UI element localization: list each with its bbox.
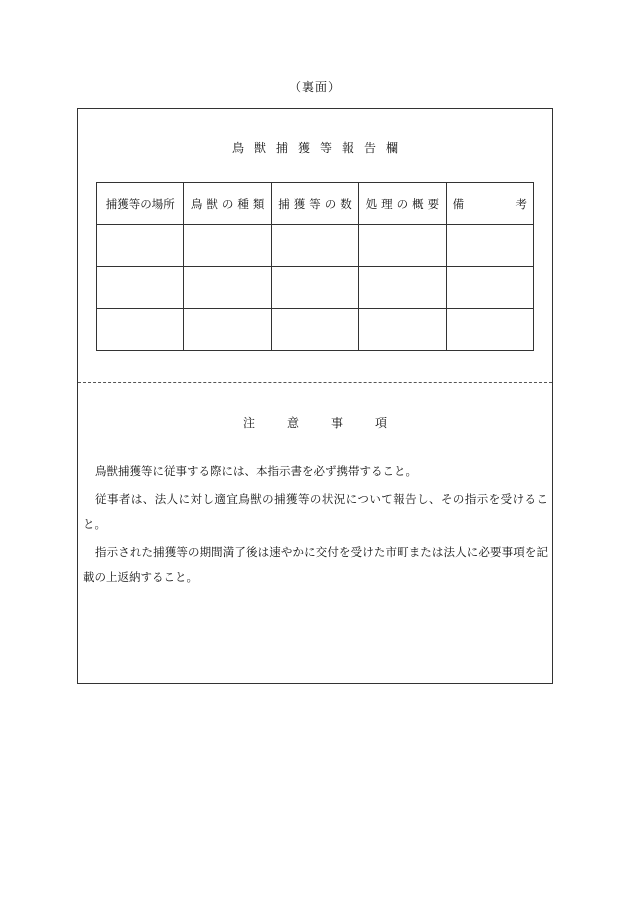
table-row: [97, 309, 534, 351]
table-cell[interactable]: [359, 309, 446, 351]
report-title: [78, 139, 552, 156]
table-cell[interactable]: [97, 225, 184, 267]
column-header-species: 鳥 獣 の 種 類: [184, 183, 271, 225]
table-cell[interactable]: [446, 309, 533, 351]
column-header-count: 捕 獲 等 の 数: [271, 183, 358, 225]
note-item: 指示された捕獲等の期間満了後は速やかに交付を受けた市町または法人に必要事項を記載の上返納すること。: [83, 545, 548, 584]
table-cell[interactable]: [271, 267, 358, 309]
report-table: [96, 182, 534, 351]
column-header-place: 捕獲等の場所: [97, 183, 184, 225]
table-cell[interactable]: [184, 225, 271, 267]
column-header-disposal: 処 理 の 概 要: [359, 183, 446, 225]
dashed-divider: [78, 382, 552, 383]
table-cell[interactable]: [97, 267, 184, 309]
notes-body: [83, 459, 548, 593]
report-title-char: 捕: [275, 141, 288, 155]
report-title-char: 報: [342, 141, 355, 155]
report-frame: [77, 108, 553, 684]
table-cell[interactable]: [271, 225, 358, 267]
notes-title-char: 項: [375, 416, 388, 430]
table-row: [97, 225, 534, 267]
table-cell[interactable]: [359, 267, 446, 309]
note-item: 従事者は、法人に対し適宜鳥獣の捕獲等の状況について報告し、その指示を受けること。: [83, 492, 548, 531]
page-heading: （裏面）: [288, 80, 341, 94]
column-header-remarks: 備 考: [446, 183, 533, 225]
table-cell[interactable]: [446, 225, 533, 267]
report-title-char: 等: [320, 141, 333, 155]
table-cell[interactable]: [184, 267, 271, 309]
table-cell[interactable]: [271, 309, 358, 351]
notes-title: [78, 414, 552, 431]
notes-title-char: 注: [242, 416, 255, 430]
table-row: [97, 267, 534, 309]
report-title-char: 告: [364, 141, 377, 155]
note-item: 鳥獣捕獲等に従事する際には、本指示書を必ず携帯すること。: [95, 464, 417, 478]
table-cell[interactable]: [184, 309, 271, 351]
report-title-char: 欄: [386, 141, 399, 155]
report-title-char: 鳥: [231, 141, 244, 155]
notes-title-char: 意: [286, 416, 299, 430]
report-title-char: 獣: [253, 141, 266, 155]
table-cell[interactable]: [446, 267, 533, 309]
report-title-char: 獲: [297, 141, 310, 155]
table-header-row: [97, 183, 534, 225]
notes-title-char: 事: [331, 416, 344, 430]
table-cell[interactable]: [97, 309, 184, 351]
table-cell[interactable]: [359, 225, 446, 267]
